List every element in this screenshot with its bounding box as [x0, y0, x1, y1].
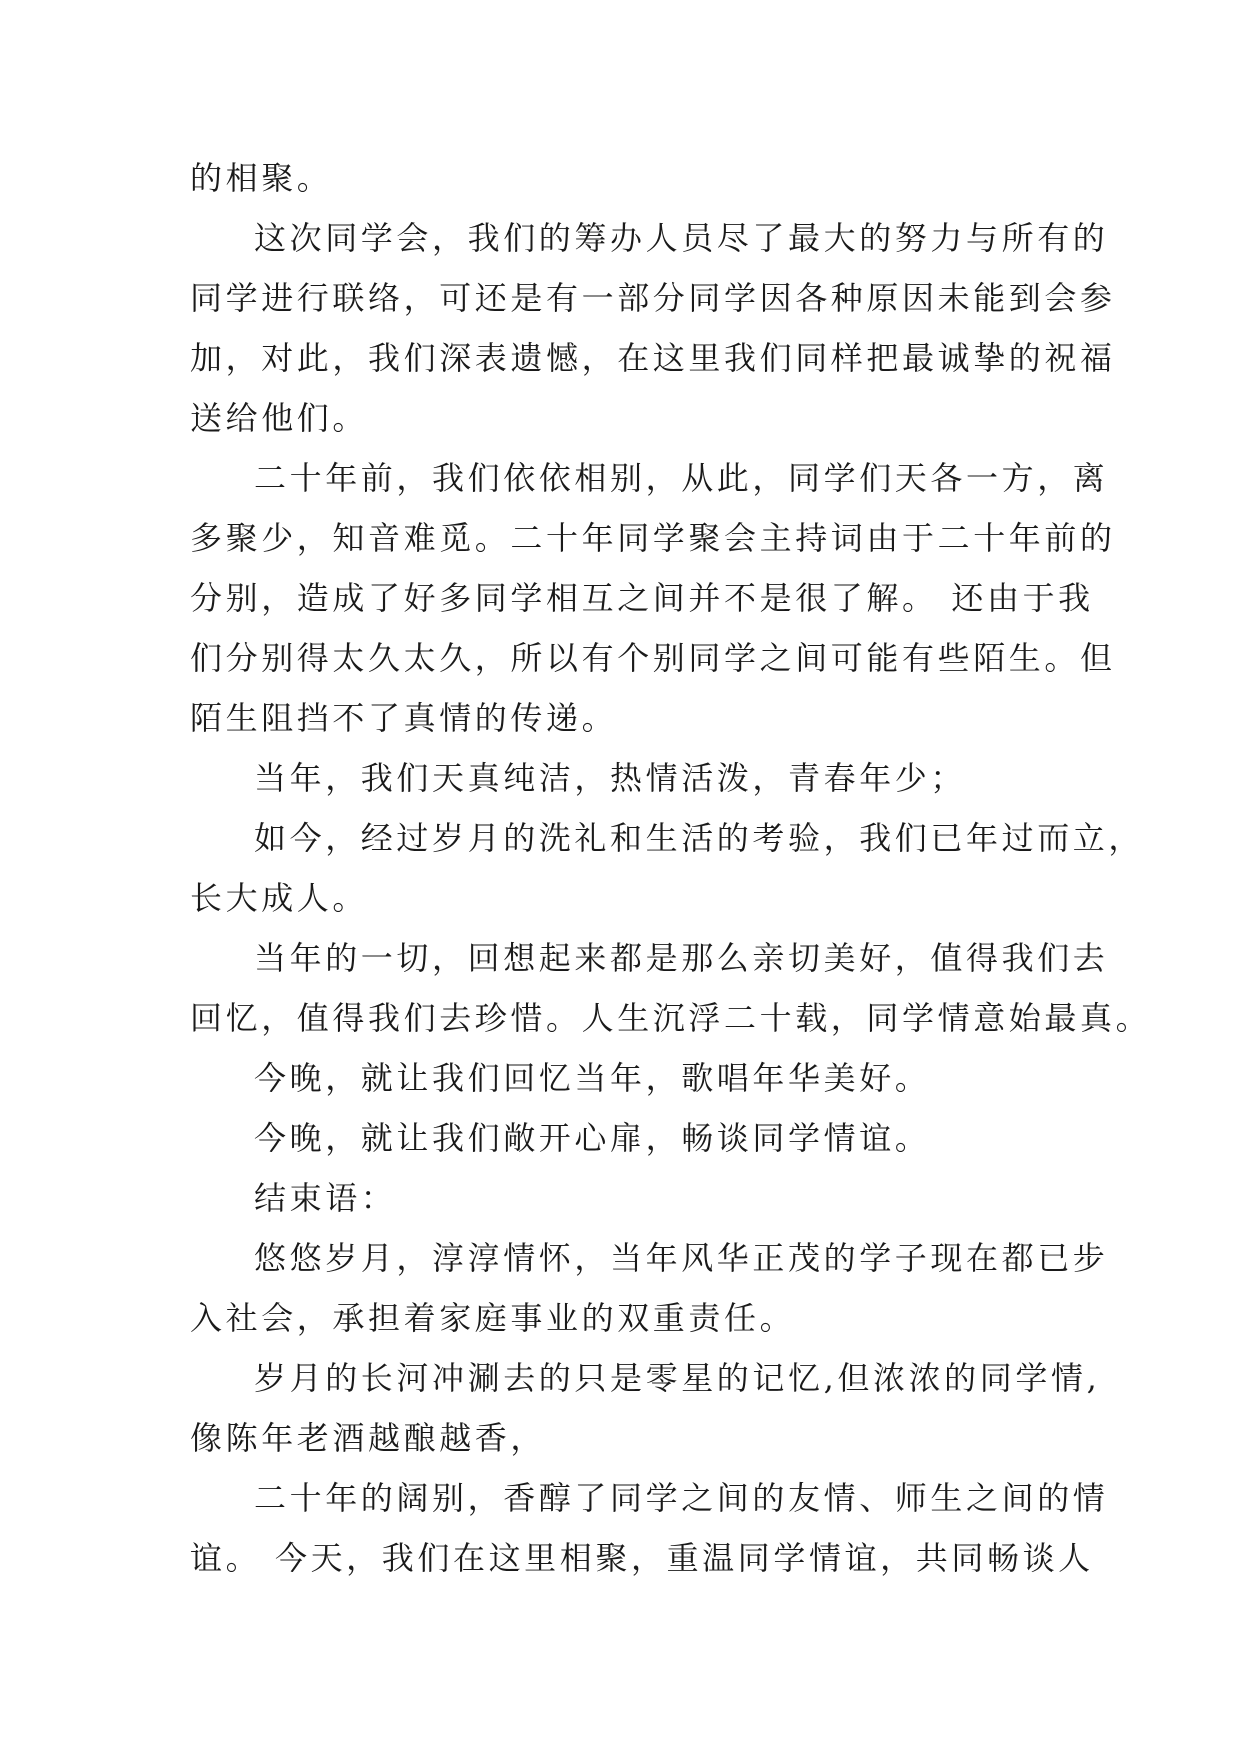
- text-line: 这次同学会，我们的筹办人员尽了最大的努力与所有的: [254, 219, 1109, 257]
- text-line: 如今，经过岁月的洗礼和生活的考验，我们已年过而立，: [254, 819, 1145, 857]
- text-line: 长大成人。: [190, 879, 369, 917]
- text-line: 当年的一切，回想起来都是那么亲切美好，值得我们去: [254, 939, 1109, 977]
- text-line: 今晚，就让我们敞开心扉，畅谈同学情谊。: [254, 1119, 931, 1157]
- document-body: [190, 148, 1152, 1588]
- text-line: 当年，我们天真纯洁，热情活泼，青春年少；: [254, 759, 967, 797]
- text-line: 二十年的阔别，香醇了同学之间的友情、师生之间的情: [254, 1479, 1109, 1517]
- text-line: 二十年前，我们依依相别，从此，同学们天各一方，离: [254, 459, 1109, 497]
- text-line: 悠悠岁月，淳淳情怀，当年风华正茂的学子现在都已步: [254, 1239, 1109, 1277]
- text-line: 们分别得太久太久，所以有个别同学之间可能有些陌生。但: [190, 639, 1116, 677]
- text-line: 岁月的长河冲涮去的只是零星的记忆,但浓浓的同学情,: [254, 1359, 1101, 1397]
- text-line: 像陈年老酒越酿越香，: [190, 1419, 547, 1457]
- text-line: 今晚，就让我们回忆当年，歌唱年华美好。: [254, 1059, 931, 1097]
- text-line: 谊。 今天，我们在这里相聚，重温同学情谊，共同畅谈人: [190, 1539, 1094, 1577]
- text-line: 入社会，承担着家庭事业的双重责任。: [190, 1299, 796, 1337]
- text-line: 的相聚。: [190, 159, 333, 197]
- text-line: 送给他们。: [190, 399, 369, 437]
- text-line: 加，对此，我们深表遗憾，在这里我们同样把最诚挚的祝福: [190, 339, 1116, 377]
- text-line: 结束语：: [254, 1179, 397, 1217]
- text-line: 回忆，值得我们去珍惜。人生沉浮二十载，同学情意始最真。: [190, 999, 1152, 1037]
- text-line: 多聚少，知音难觅。二十年同学聚会主持词由于二十年前的: [190, 519, 1116, 557]
- text-line: 陌生阻挡不了真情的传递。: [190, 699, 618, 737]
- text-line: 同学进行联络，可还是有一部分同学因各种原因未能到会参: [190, 279, 1116, 317]
- text-line: 分别，造成了好多同学相互之间并不是很了解。 还由于我: [190, 579, 1094, 617]
